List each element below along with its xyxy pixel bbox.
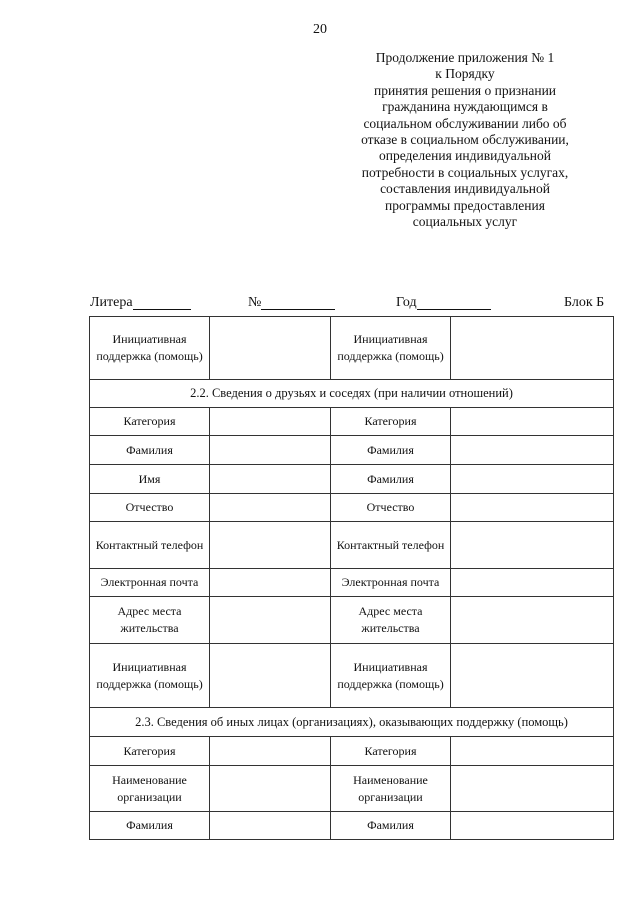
table-row (90, 597, 614, 644)
value-cell[interactable] (210, 436, 331, 465)
form-table (89, 316, 614, 840)
page-number: 20 (313, 22, 327, 37)
section-title: 2.3. Сведения об иных лицах (организациях), оказывающих поддержку (помощь) (90, 708, 614, 737)
value-cell[interactable] (451, 812, 614, 840)
value-cell[interactable] (451, 644, 614, 708)
row-label: Фамилия (90, 812, 210, 840)
value-cell[interactable] (210, 644, 331, 708)
table-row (90, 317, 614, 380)
header-line: социальном обслуживании либо об (363, 115, 567, 131)
row-label: Инициативная поддержка (помощь) (90, 317, 210, 380)
section-row (90, 708, 614, 737)
row-label: Категория (90, 737, 210, 766)
header-line: принятия решения о признании (373, 82, 557, 98)
table-row (90, 436, 614, 465)
row-label: Имя (90, 465, 210, 494)
header-line: определения индивидуальной (379, 148, 551, 164)
row-label: Категория (90, 408, 210, 436)
value-cell[interactable] (210, 597, 331, 644)
value-cell[interactable] (451, 766, 614, 812)
row-label: Категория (331, 737, 451, 766)
value-cell[interactable] (210, 494, 331, 522)
year-field[interactable] (396, 295, 417, 311)
appendix-header (330, 50, 600, 230)
value-cell[interactable] (451, 436, 614, 465)
number-label: № (248, 295, 262, 310)
value-cell[interactable] (210, 766, 331, 812)
table-row (90, 522, 614, 569)
header-line: программы предоставления (385, 197, 545, 213)
litera-field[interactable] (90, 295, 133, 311)
table-row (90, 494, 614, 522)
value-cell[interactable] (451, 522, 614, 569)
row-label: Адрес места жительства (331, 597, 451, 644)
block-label: Блок Б (564, 295, 605, 310)
table-row (90, 569, 614, 597)
row-label: Инициативная поддержка (помощь) (331, 644, 451, 708)
row-label: Фамилия (331, 812, 451, 840)
row-label: Контактный телефон (331, 522, 451, 569)
row-label: Фамилия (331, 436, 451, 465)
row-label: Инициативная поддержка (помощь) (90, 644, 210, 708)
table-row (90, 408, 614, 436)
number-field[interactable] (248, 295, 261, 311)
value-cell[interactable] (451, 408, 614, 436)
year-label: Год (396, 295, 417, 310)
row-label: Отчество (331, 494, 451, 522)
row-label: Наименование организации (90, 766, 210, 812)
table-row (90, 766, 614, 812)
value-cell[interactable] (210, 317, 331, 380)
value-cell[interactable] (210, 737, 331, 766)
value-cell[interactable] (451, 494, 614, 522)
value-cell[interactable] (210, 408, 331, 436)
section-row (90, 380, 614, 408)
value-cell[interactable] (210, 522, 331, 569)
value-cell[interactable] (451, 569, 614, 597)
row-label: Наименование организации (331, 766, 451, 812)
value-cell[interactable] (451, 465, 614, 494)
value-cell[interactable] (210, 465, 331, 494)
row-label: Контактный телефон (90, 522, 210, 569)
value-cell[interactable] (451, 597, 614, 644)
header-line: потребности в социальных услугах, (361, 164, 569, 180)
header-line: гражданина нуждающимся в (382, 99, 548, 115)
value-cell[interactable] (451, 317, 614, 380)
header-line: Продолжение приложения № 1 (375, 50, 555, 65)
header-line: социальных услуг (412, 214, 518, 230)
form-meta (90, 295, 612, 313)
row-label: Адрес места жительства (90, 597, 210, 644)
row-label: Фамилия (90, 436, 210, 465)
table-row (90, 465, 614, 494)
value-cell[interactable] (210, 812, 331, 840)
row-label: Категория (331, 408, 451, 436)
row-label: Фамилия (331, 465, 451, 494)
row-label: Инициативная поддержка (помощь) (331, 317, 451, 380)
litera-label: Литера (90, 295, 133, 310)
row-label: Отчество (90, 494, 210, 522)
header-line: к Порядку (435, 66, 495, 82)
header-line: отказе в социальном обслуживании, (361, 132, 569, 148)
table-row (90, 644, 614, 708)
section-title: 2.2. Сведения о друзьях и соседях (при наличии отношений) (90, 380, 614, 408)
table-row (90, 812, 614, 840)
table-row (90, 737, 614, 766)
header-line: составления индивидуальной (380, 181, 550, 197)
value-cell[interactable] (210, 569, 331, 597)
value-cell[interactable] (451, 737, 614, 766)
row-label: Электронная почта (90, 569, 210, 597)
row-label: Электронная почта (331, 569, 451, 597)
